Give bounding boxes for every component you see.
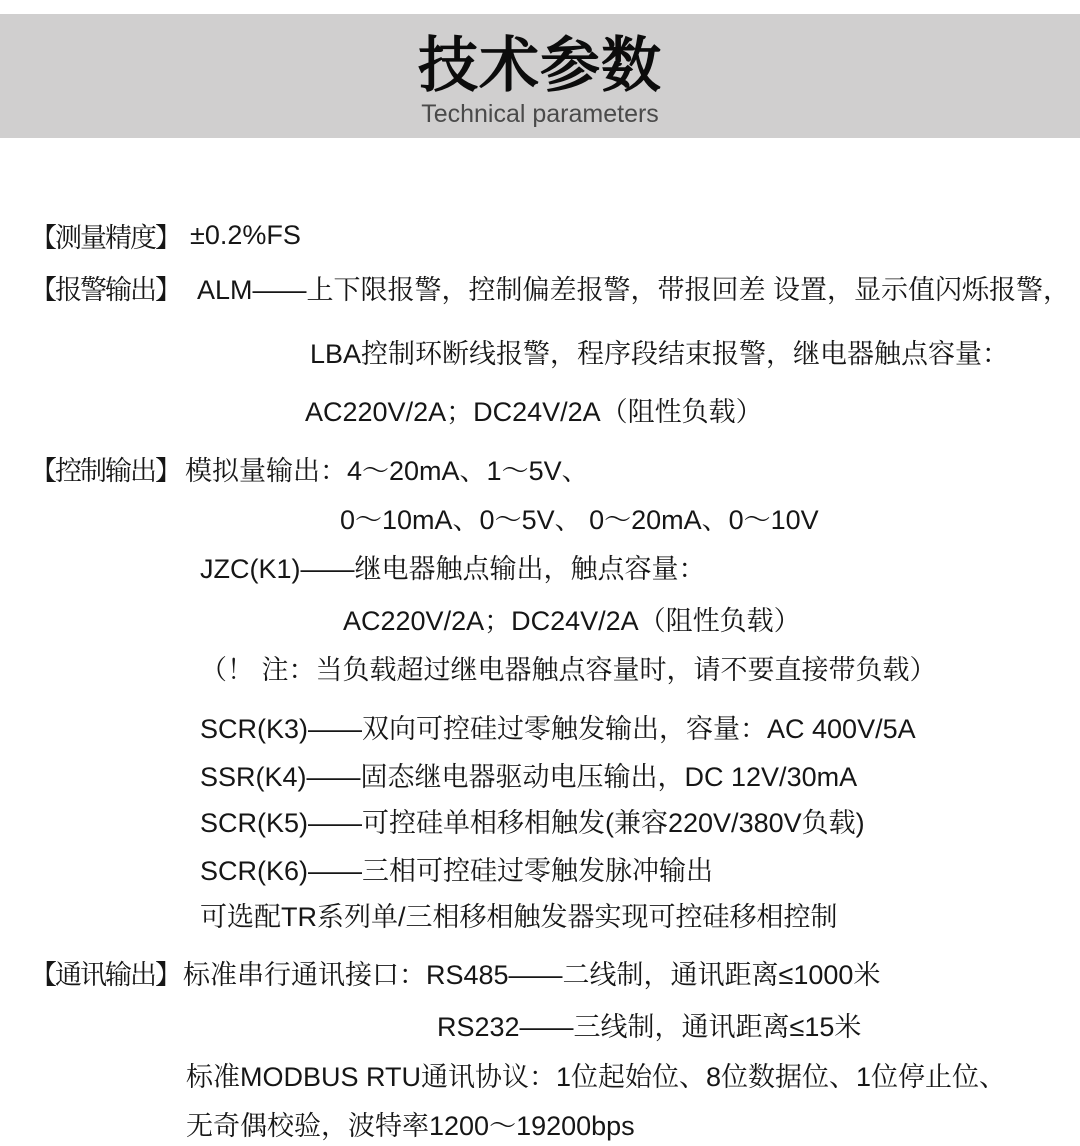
spec-row-rs232 bbox=[0, 998, 1080, 1050]
spec-text: SCR(K6)——三相可控硅过零触发脉冲输出 bbox=[200, 855, 714, 886]
spec-text: SCR(K5)——可控硅单相移相触发(兼容220V/380V负载) bbox=[200, 807, 865, 838]
page-subtitle: Technical parameters bbox=[421, 100, 659, 128]
section-label-alarm-output: 【报警输出】 bbox=[30, 274, 180, 305]
spec-row-analog-ranges bbox=[0, 491, 1080, 543]
spec-text: LBA控制环断线报警，程序段结束报警，继电器触点容量： bbox=[310, 338, 1010, 369]
page-title: 技术参数 bbox=[418, 32, 662, 99]
spec-list bbox=[0, 138, 1080, 1146]
spec-text: （！ 注：当负载超过继电器触点容量时，请不要直接带负载） bbox=[200, 654, 937, 685]
spec-row-alarm-lba bbox=[0, 325, 1080, 377]
spec-row-jzc-k1 bbox=[0, 540, 1080, 592]
section-label-measure-accuracy: 【测量精度】 bbox=[30, 222, 180, 253]
spec-row-control-output bbox=[0, 442, 1080, 494]
spec-text: 标准MODBUS RTU通讯协议：1位起始位、8位数据位、1位停止位、 bbox=[186, 1061, 1007, 1092]
spec-row-measure-accuracy bbox=[0, 209, 1080, 261]
spec-text: 模拟量输出：4～20mA、1～5V、 bbox=[185, 455, 589, 486]
spec-text: JZC(K1)——继电器触点输出，触点容量： bbox=[200, 553, 706, 584]
spec-row-scr-k6 bbox=[0, 842, 1080, 894]
spec-text: 可选配TR系列单/三相移相触发器实现可控硅移相控制 bbox=[200, 901, 838, 932]
spec-row-scr-k5 bbox=[0, 794, 1080, 846]
header-band bbox=[0, 14, 1080, 138]
spec-row-baudrate bbox=[0, 1097, 1080, 1146]
spec-row-load-note bbox=[0, 641, 1080, 693]
section-label-control-output: 【控制输出】 bbox=[30, 455, 180, 486]
spec-row-alarm-output bbox=[0, 261, 1080, 313]
spec-text: RS232——三线制，通讯距离≤15米 bbox=[437, 1011, 862, 1042]
spec-text: ALM——上下限报警，控制偏差报警，带报回差 设置，显示值闪烁报警， bbox=[197, 274, 1071, 305]
spec-row-alarm-relay-capacity bbox=[0, 383, 1080, 435]
spec-text: ±0.2%FS bbox=[190, 219, 301, 250]
spec-text: 0～10mA、0～5V、 0～20mA、0～10V bbox=[340, 504, 819, 535]
spec-row-comm-output bbox=[0, 946, 1080, 998]
section-label-comm-output: 【通讯输出】 bbox=[30, 959, 180, 990]
spec-row-tr-option bbox=[0, 888, 1080, 940]
spec-text: SSR(K4)——固态继电器驱动电压输出，DC 12V/30mA bbox=[200, 761, 858, 792]
spec-text: SCR(K3)——双向可控硅过零触发输出，容量：AC 400V/5A bbox=[200, 713, 916, 744]
spec-text: 无奇偶校验，波特率1200～19200bps bbox=[186, 1110, 635, 1141]
spec-text: AC220V/2A；DC24V/2A（阻性负载） bbox=[305, 396, 763, 427]
spec-row-jzc-capacity bbox=[0, 592, 1080, 644]
spec-row-ssr-k4 bbox=[0, 748, 1080, 800]
spec-row-modbus bbox=[0, 1048, 1080, 1100]
spec-text: AC220V/2A；DC24V/2A（阻性负载） bbox=[343, 605, 801, 636]
spec-text: 标准串行通讯接口：RS485——二线制，通讯距离≤1000米 bbox=[183, 959, 881, 990]
spec-row-scr-k3 bbox=[0, 700, 1080, 752]
